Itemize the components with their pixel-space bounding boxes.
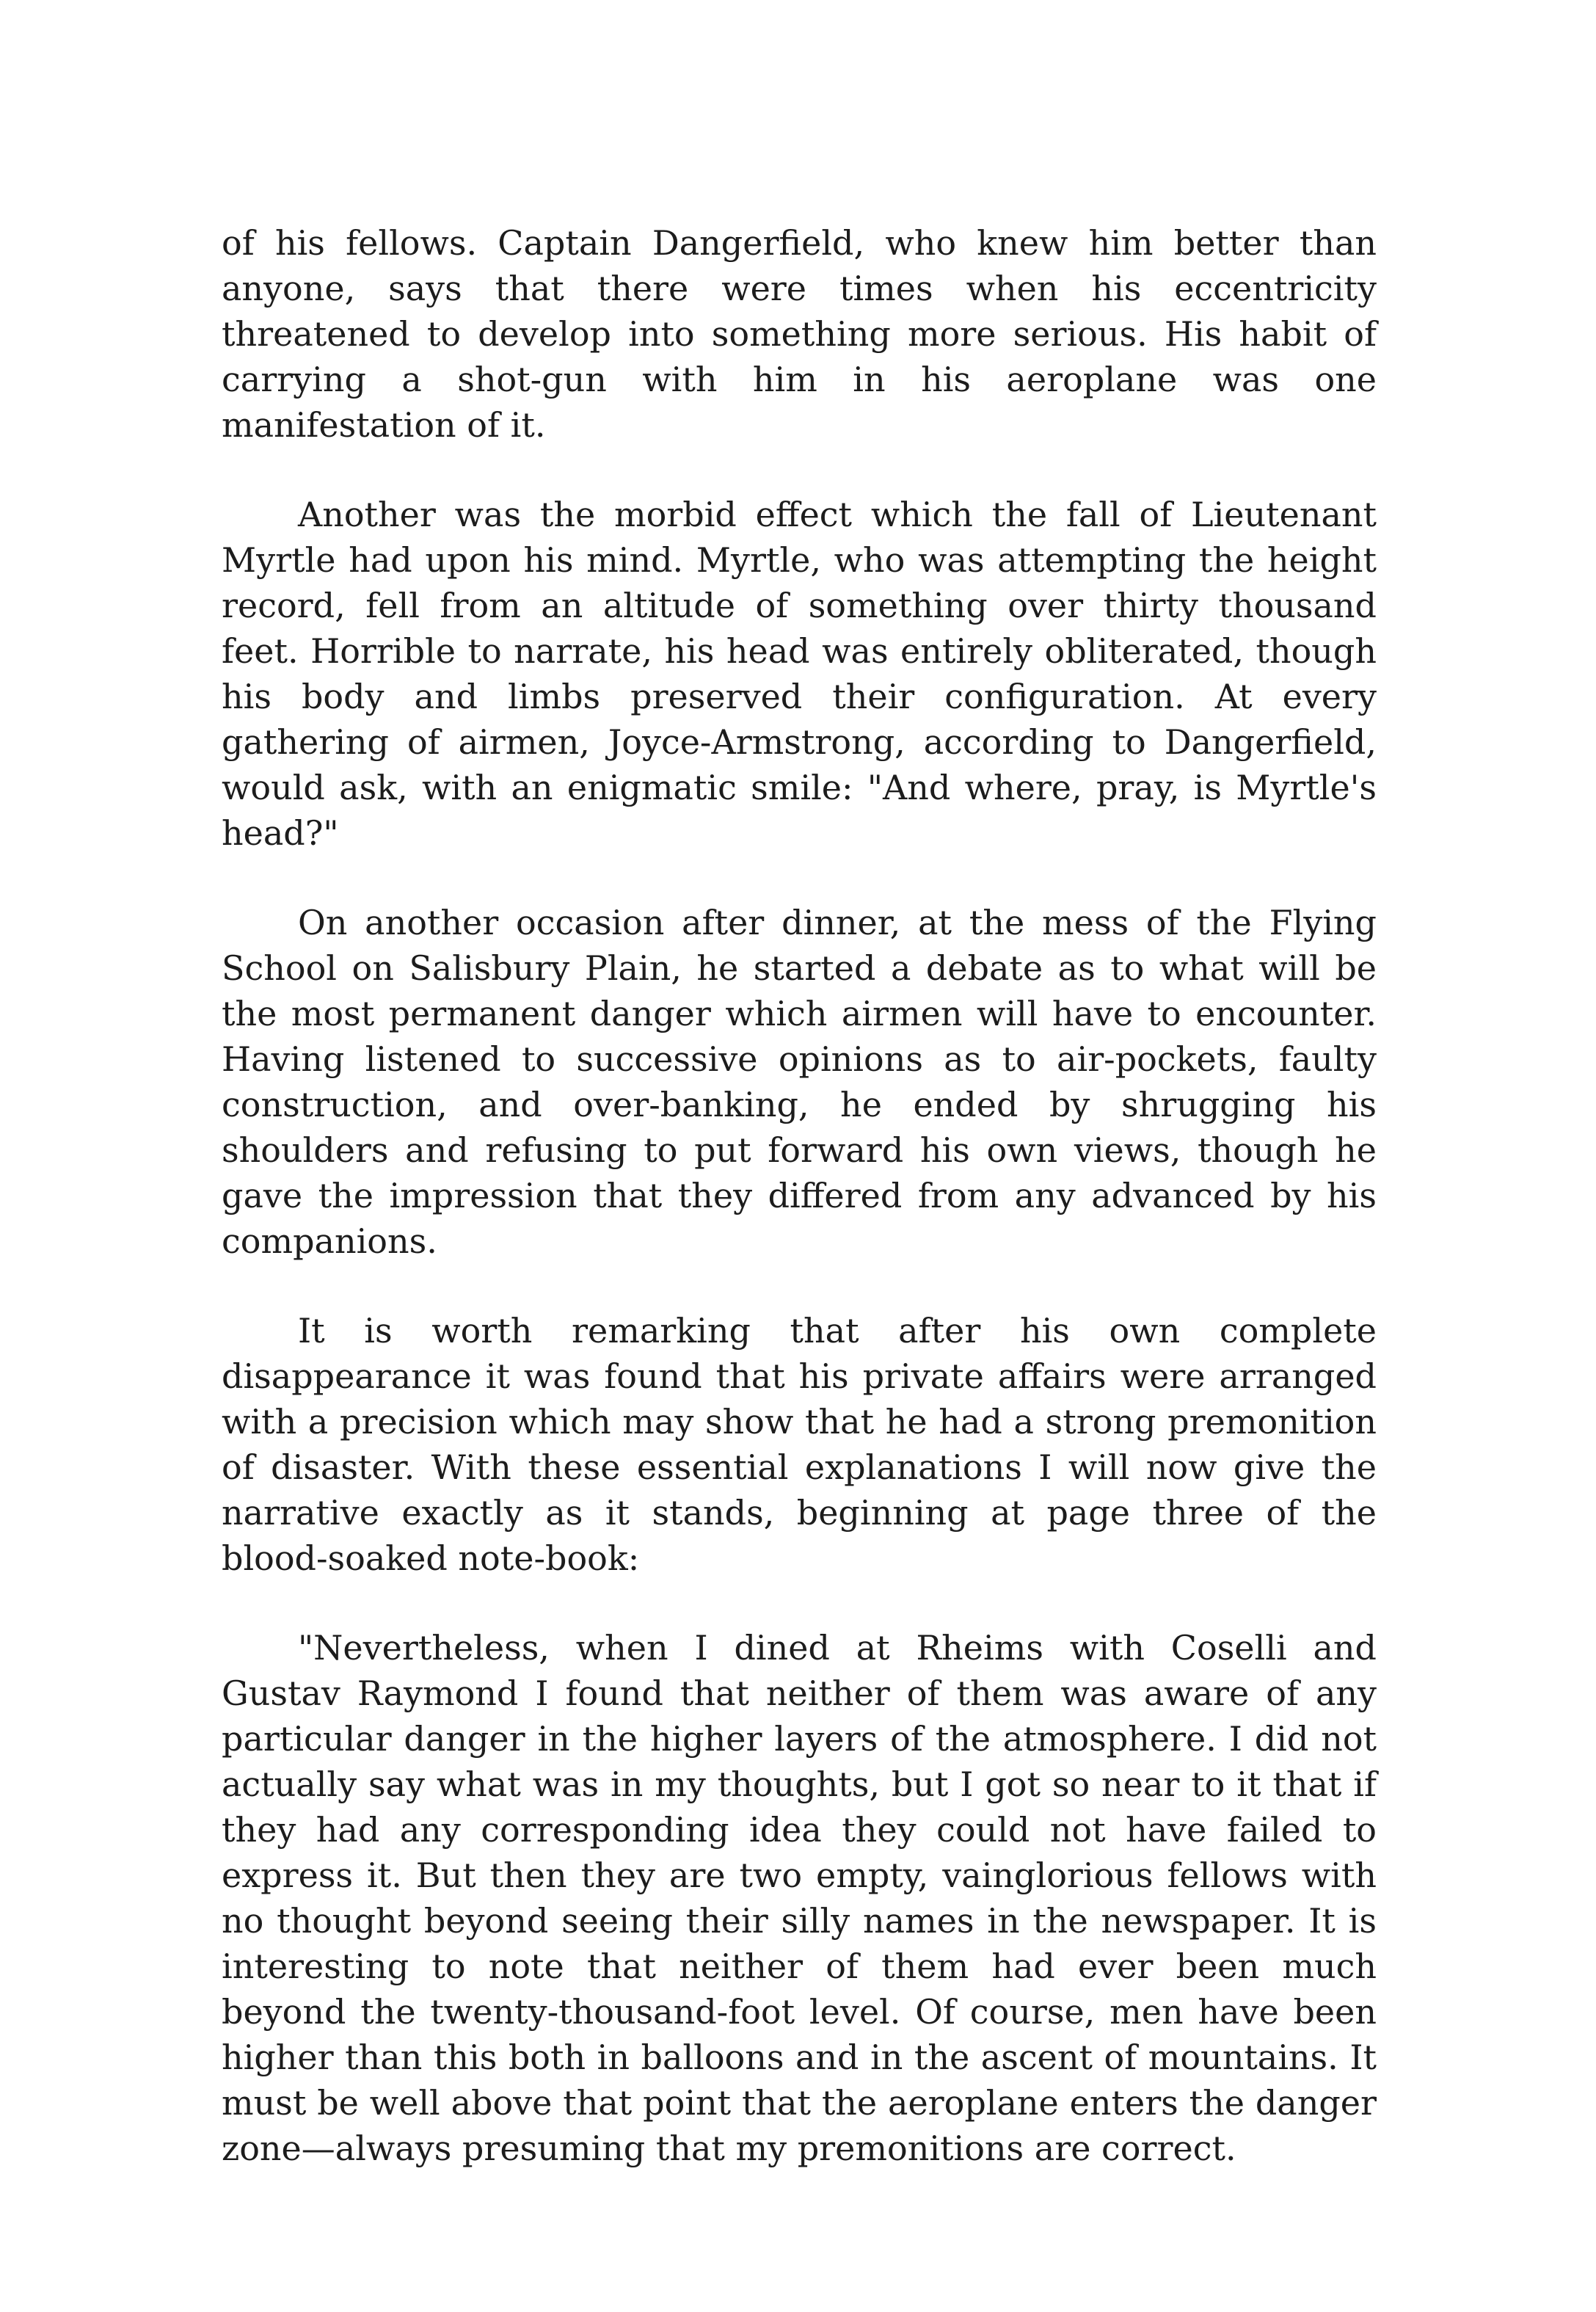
paragraph-4: It is worth remarking that after his own complete disappearance it was found that his private affairs were arranged with a precision which may show that he had a strong premonition of disaster. With these essential explanations I will now give the narrative exactly as it stands, beginning at page three of the blood-soaked note-book: [222,1311,1377,1578]
body-text [222,220,1377,2171]
paragraph-5: "Nevertheless, when I dined at Rheims with Coselli and Gustav Raymond I found that neither of them was aware of any particular danger in the higher layers of the atmosphere. I did not actually say what was in my thoughts, but I got so near to it that if they had any corresponding idea they could not have failed to express it. But then they are two empty, vainglorious fellows with no thought beyond seeing their silly names in the newspaper. It is interesting to note that neither of them had ever been much beyond the twenty-thousand-foot level. Of course, men have been higher than this both in balloons and in the ascent of mountains. It must be well above that point that the aeroplane enters the danger zone—always presuming that my premonitions are correct. [222,1628,1377,2168]
paragraph-2: Another was the morbid effect which the fall of Lieutenant Myrtle had upon his mind. Myrtle, who was attempting the height record, fell from an altitude of something over thirty thousand feet. Horrible to narrate, his head was entirely obliterated, though his body and limbs preserved their configuration. At every gathering of airmen, Joyce-Armstrong, according to Dangerfield, would ask, with an enigmatic smile: "And where, pray, is Myrtle's head?" [222,495,1377,853]
paragraph-1: of his fellows. Captain Dangerfield, who knew him better than anyone, says that there were times when his eccentricity threatened to develop into something more serious. His habit of carrying a shot-gun with him in his aeroplane was one manifestation of it. [222,223,1377,445]
paragraph-3: On another occasion after dinner, at the mess of the Flying School on Salisbury Plain, he started a debate as to what will be the most permanent danger which airmen will have to encounter. Having listened to successive opinions as to air-pockets, faulty construction, and over-banking, he ended by shrugging his shoulders and refusing to put forward his own views, though he gave the impression that they differed from any advanced by his companions. [222,903,1377,1261]
